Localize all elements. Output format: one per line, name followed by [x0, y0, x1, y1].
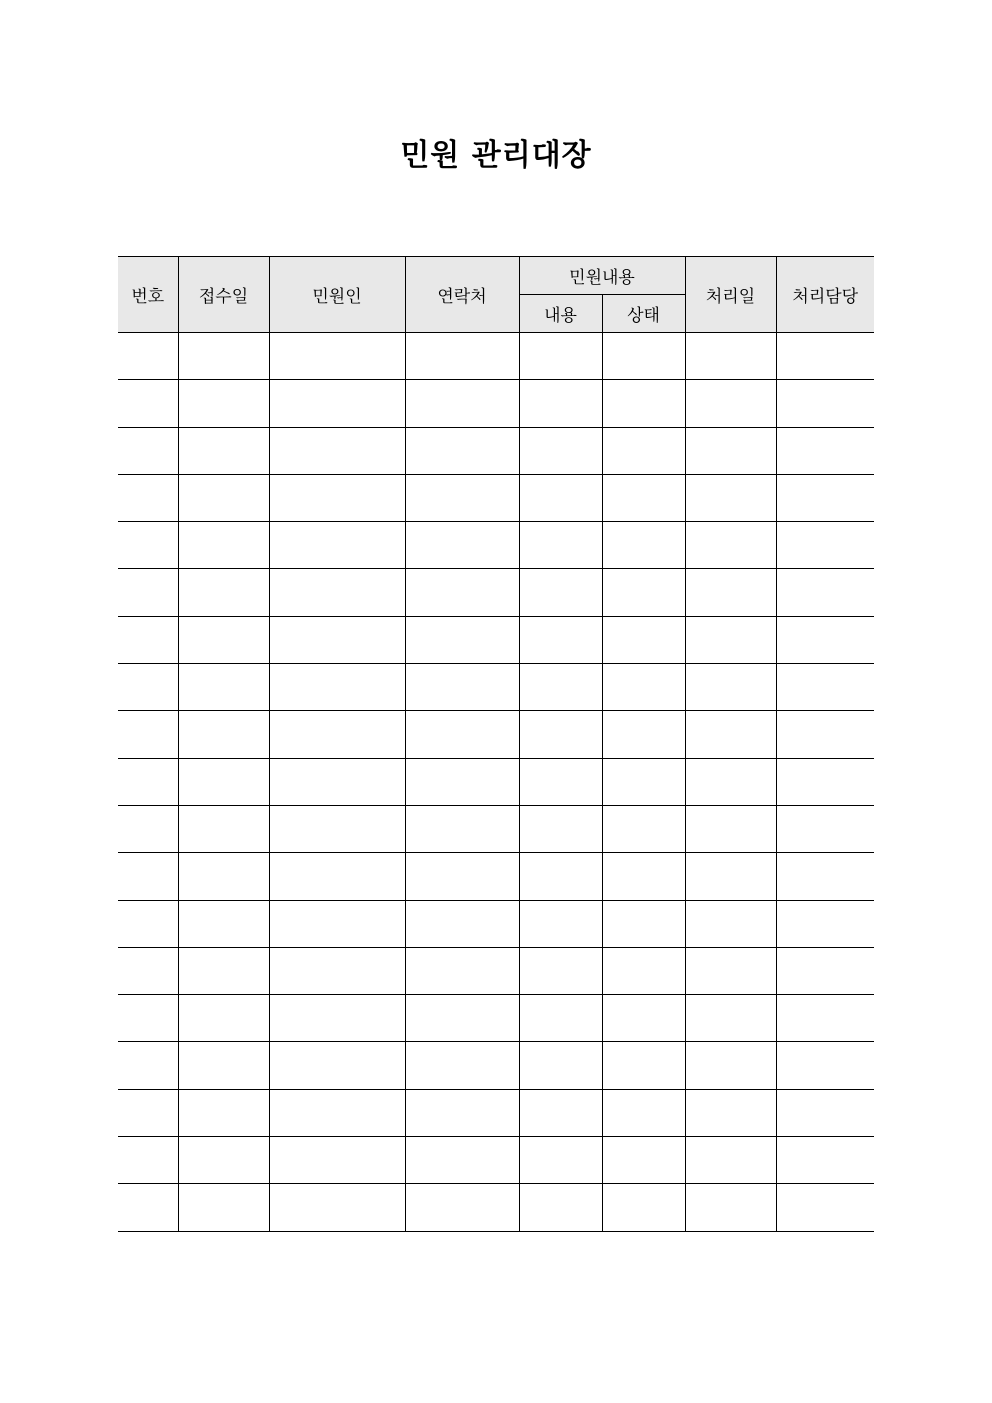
- cell-content[interactable]: [519, 427, 602, 474]
- cell-number[interactable]: [118, 995, 178, 1042]
- cell-received-date[interactable]: [178, 805, 269, 852]
- table-row: [118, 1137, 874, 1184]
- header-contact: 연락처: [405, 257, 519, 333]
- cell-status[interactable]: [602, 616, 685, 663]
- cell-received-date[interactable]: [178, 995, 269, 1042]
- cell-status[interactable]: [602, 1184, 685, 1231]
- header-processed-date: 처리일: [685, 257, 776, 333]
- cell-processed-date[interactable]: [685, 1137, 776, 1184]
- cell-number[interactable]: [118, 474, 178, 521]
- cell-content[interactable]: [519, 853, 602, 900]
- cell-processed-date[interactable]: [685, 947, 776, 994]
- table-header: [118, 257, 874, 333]
- cell-status[interactable]: [602, 995, 685, 1042]
- table-row: [118, 427, 874, 474]
- cell-handler[interactable]: [776, 1042, 874, 1089]
- cell-number[interactable]: [118, 947, 178, 994]
- table-row: [118, 474, 874, 521]
- cell-number[interactable]: [118, 664, 178, 711]
- cell-handler[interactable]: [776, 427, 874, 474]
- cell-received-date[interactable]: [178, 380, 269, 427]
- cell-number[interactable]: [118, 427, 178, 474]
- cell-content[interactable]: [519, 569, 602, 616]
- table-row: [118, 1042, 874, 1089]
- cell-number[interactable]: [118, 1042, 178, 1089]
- cell-contact[interactable]: [405, 427, 519, 474]
- header-complaint-content-group: 민원내용: [519, 257, 685, 295]
- cell-received-date[interactable]: [178, 758, 269, 805]
- cell-processed-date[interactable]: [685, 333, 776, 380]
- cell-handler[interactable]: [776, 664, 874, 711]
- cell-received-date[interactable]: [178, 333, 269, 380]
- cell-complainant[interactable]: [269, 474, 405, 521]
- cell-status[interactable]: [602, 427, 685, 474]
- table-row: [118, 900, 874, 947]
- table-row: [118, 380, 874, 427]
- cell-handler[interactable]: [776, 1184, 874, 1231]
- cell-handler[interactable]: [776, 380, 874, 427]
- cell-content[interactable]: [519, 711, 602, 758]
- cell-handler[interactable]: [776, 995, 874, 1042]
- complaint-ledger-table: [118, 256, 874, 1232]
- cell-contact[interactable]: [405, 853, 519, 900]
- cell-content[interactable]: [519, 995, 602, 1042]
- cell-content[interactable]: [519, 522, 602, 569]
- cell-status[interactable]: [602, 805, 685, 852]
- cell-handler[interactable]: [776, 474, 874, 521]
- table-body: [118, 333, 874, 1232]
- cell-content[interactable]: [519, 333, 602, 380]
- header-content: 내용: [519, 295, 602, 333]
- cell-complainant[interactable]: [269, 711, 405, 758]
- cell-contact[interactable]: [405, 380, 519, 427]
- cell-number[interactable]: [118, 569, 178, 616]
- cell-complainant[interactable]: [269, 1184, 405, 1231]
- cell-status[interactable]: [602, 333, 685, 380]
- cell-handler[interactable]: [776, 1137, 874, 1184]
- cell-handler[interactable]: [776, 1089, 874, 1136]
- cell-processed-date[interactable]: [685, 522, 776, 569]
- cell-received-date[interactable]: [178, 1184, 269, 1231]
- cell-content[interactable]: [519, 1137, 602, 1184]
- cell-status[interactable]: [602, 569, 685, 616]
- table-row: [118, 853, 874, 900]
- cell-number[interactable]: [118, 711, 178, 758]
- cell-content[interactable]: [519, 900, 602, 947]
- cell-contact[interactable]: [405, 569, 519, 616]
- cell-contact[interactable]: [405, 1184, 519, 1231]
- cell-received-date[interactable]: [178, 664, 269, 711]
- header-handler: 처리담당: [776, 257, 874, 333]
- table-row: [118, 664, 874, 711]
- cell-number[interactable]: [118, 853, 178, 900]
- table-row: [118, 1184, 874, 1231]
- cell-complainant[interactable]: [269, 805, 405, 852]
- cell-number[interactable]: [118, 1089, 178, 1136]
- cell-contact[interactable]: [405, 522, 519, 569]
- cell-complainant[interactable]: [269, 1137, 405, 1184]
- cell-status[interactable]: [602, 758, 685, 805]
- cell-content[interactable]: [519, 947, 602, 994]
- cell-received-date[interactable]: [178, 474, 269, 521]
- table-row: [118, 805, 874, 852]
- cell-status[interactable]: [602, 664, 685, 711]
- cell-received-date[interactable]: [178, 853, 269, 900]
- header-status: 상태: [602, 295, 685, 333]
- cell-contact[interactable]: [405, 711, 519, 758]
- header-complainant: 민원인: [269, 257, 405, 333]
- cell-processed-date[interactable]: [685, 1184, 776, 1231]
- cell-received-date[interactable]: [178, 1137, 269, 1184]
- cell-contact[interactable]: [405, 616, 519, 663]
- table-row: [118, 569, 874, 616]
- cell-received-date[interactable]: [178, 711, 269, 758]
- table-row: [118, 333, 874, 380]
- cell-complainant[interactable]: [269, 333, 405, 380]
- cell-handler[interactable]: [776, 947, 874, 994]
- cell-received-date[interactable]: [178, 522, 269, 569]
- cell-processed-date[interactable]: [685, 758, 776, 805]
- header-number: 번호: [118, 257, 178, 333]
- cell-processed-date[interactable]: [685, 616, 776, 663]
- cell-complainant[interactable]: [269, 995, 405, 1042]
- cell-complainant[interactable]: [269, 664, 405, 711]
- cell-status[interactable]: [602, 380, 685, 427]
- table-row: [118, 616, 874, 663]
- cell-contact[interactable]: [405, 995, 519, 1042]
- table-row: [118, 1089, 874, 1136]
- cell-content[interactable]: [519, 380, 602, 427]
- cell-complainant[interactable]: [269, 900, 405, 947]
- cell-contact[interactable]: [405, 758, 519, 805]
- cell-contact[interactable]: [405, 664, 519, 711]
- cell-received-date[interactable]: [178, 616, 269, 663]
- cell-complainant[interactable]: [269, 427, 405, 474]
- cell-handler[interactable]: [776, 522, 874, 569]
- cell-processed-date[interactable]: [685, 995, 776, 1042]
- cell-status[interactable]: [602, 711, 685, 758]
- cell-processed-date[interactable]: [685, 474, 776, 521]
- cell-number[interactable]: [118, 1184, 178, 1231]
- cell-handler[interactable]: [776, 900, 874, 947]
- cell-complainant[interactable]: [269, 1089, 405, 1136]
- cell-processed-date[interactable]: [685, 853, 776, 900]
- cell-complainant[interactable]: [269, 758, 405, 805]
- cell-complainant[interactable]: [269, 380, 405, 427]
- cell-complainant[interactable]: [269, 522, 405, 569]
- cell-contact[interactable]: [405, 1042, 519, 1089]
- cell-status[interactable]: [602, 947, 685, 994]
- cell-status[interactable]: [602, 1042, 685, 1089]
- cell-contact[interactable]: [405, 474, 519, 521]
- cell-status[interactable]: [602, 900, 685, 947]
- cell-handler[interactable]: [776, 853, 874, 900]
- cell-status[interactable]: [602, 1089, 685, 1136]
- cell-status[interactable]: [602, 853, 685, 900]
- cell-content[interactable]: [519, 1089, 602, 1136]
- table-row: [118, 711, 874, 758]
- table-row: [118, 522, 874, 569]
- table-row: [118, 995, 874, 1042]
- cell-content[interactable]: [519, 1184, 602, 1231]
- cell-processed-date[interactable]: [685, 805, 776, 852]
- cell-received-date[interactable]: [178, 947, 269, 994]
- cell-content[interactable]: [519, 1042, 602, 1089]
- cell-processed-date[interactable]: [685, 569, 776, 616]
- cell-number[interactable]: [118, 805, 178, 852]
- cell-handler[interactable]: [776, 805, 874, 852]
- cell-contact[interactable]: [405, 805, 519, 852]
- cell-received-date[interactable]: [178, 427, 269, 474]
- cell-processed-date[interactable]: [685, 900, 776, 947]
- cell-handler[interactable]: [776, 758, 874, 805]
- cell-number[interactable]: [118, 900, 178, 947]
- cell-handler[interactable]: [776, 616, 874, 663]
- cell-number[interactable]: [118, 333, 178, 380]
- cell-contact[interactable]: [405, 1137, 519, 1184]
- cell-processed-date[interactable]: [685, 1042, 776, 1089]
- page-title: 민원 관리대장: [400, 138, 592, 173]
- cell-content[interactable]: [519, 474, 602, 521]
- cell-number[interactable]: [118, 616, 178, 663]
- cell-received-date[interactable]: [178, 569, 269, 616]
- cell-content[interactable]: [519, 805, 602, 852]
- cell-content[interactable]: [519, 616, 602, 663]
- cell-number[interactable]: [118, 758, 178, 805]
- cell-processed-date[interactable]: [685, 664, 776, 711]
- cell-contact[interactable]: [405, 947, 519, 994]
- cell-status[interactable]: [602, 474, 685, 521]
- cell-status[interactable]: [602, 1137, 685, 1184]
- cell-status[interactable]: [602, 522, 685, 569]
- cell-complainant[interactable]: [269, 1042, 405, 1089]
- cell-processed-date[interactable]: [685, 380, 776, 427]
- cell-handler[interactable]: [776, 711, 874, 758]
- cell-received-date[interactable]: [178, 900, 269, 947]
- cell-content[interactable]: [519, 664, 602, 711]
- cell-handler[interactable]: [776, 569, 874, 616]
- cell-content[interactable]: [519, 758, 602, 805]
- cell-number[interactable]: [118, 380, 178, 427]
- cell-number[interactable]: [118, 1137, 178, 1184]
- table-row: [118, 758, 874, 805]
- cell-received-date[interactable]: [178, 1089, 269, 1136]
- cell-complainant[interactable]: [269, 947, 405, 994]
- cell-contact[interactable]: [405, 900, 519, 947]
- cell-processed-date[interactable]: [685, 1089, 776, 1136]
- header-received-date: 접수일: [178, 257, 269, 333]
- cell-complainant[interactable]: [269, 616, 405, 663]
- cell-processed-date[interactable]: [685, 427, 776, 474]
- cell-received-date[interactable]: [178, 1042, 269, 1089]
- cell-contact[interactable]: [405, 333, 519, 380]
- table-row: [118, 947, 874, 994]
- cell-handler[interactable]: [776, 333, 874, 380]
- cell-processed-date[interactable]: [685, 711, 776, 758]
- cell-complainant[interactable]: [269, 569, 405, 616]
- cell-number[interactable]: [118, 522, 178, 569]
- cell-complainant[interactable]: [269, 853, 405, 900]
- cell-contact[interactable]: [405, 1089, 519, 1136]
